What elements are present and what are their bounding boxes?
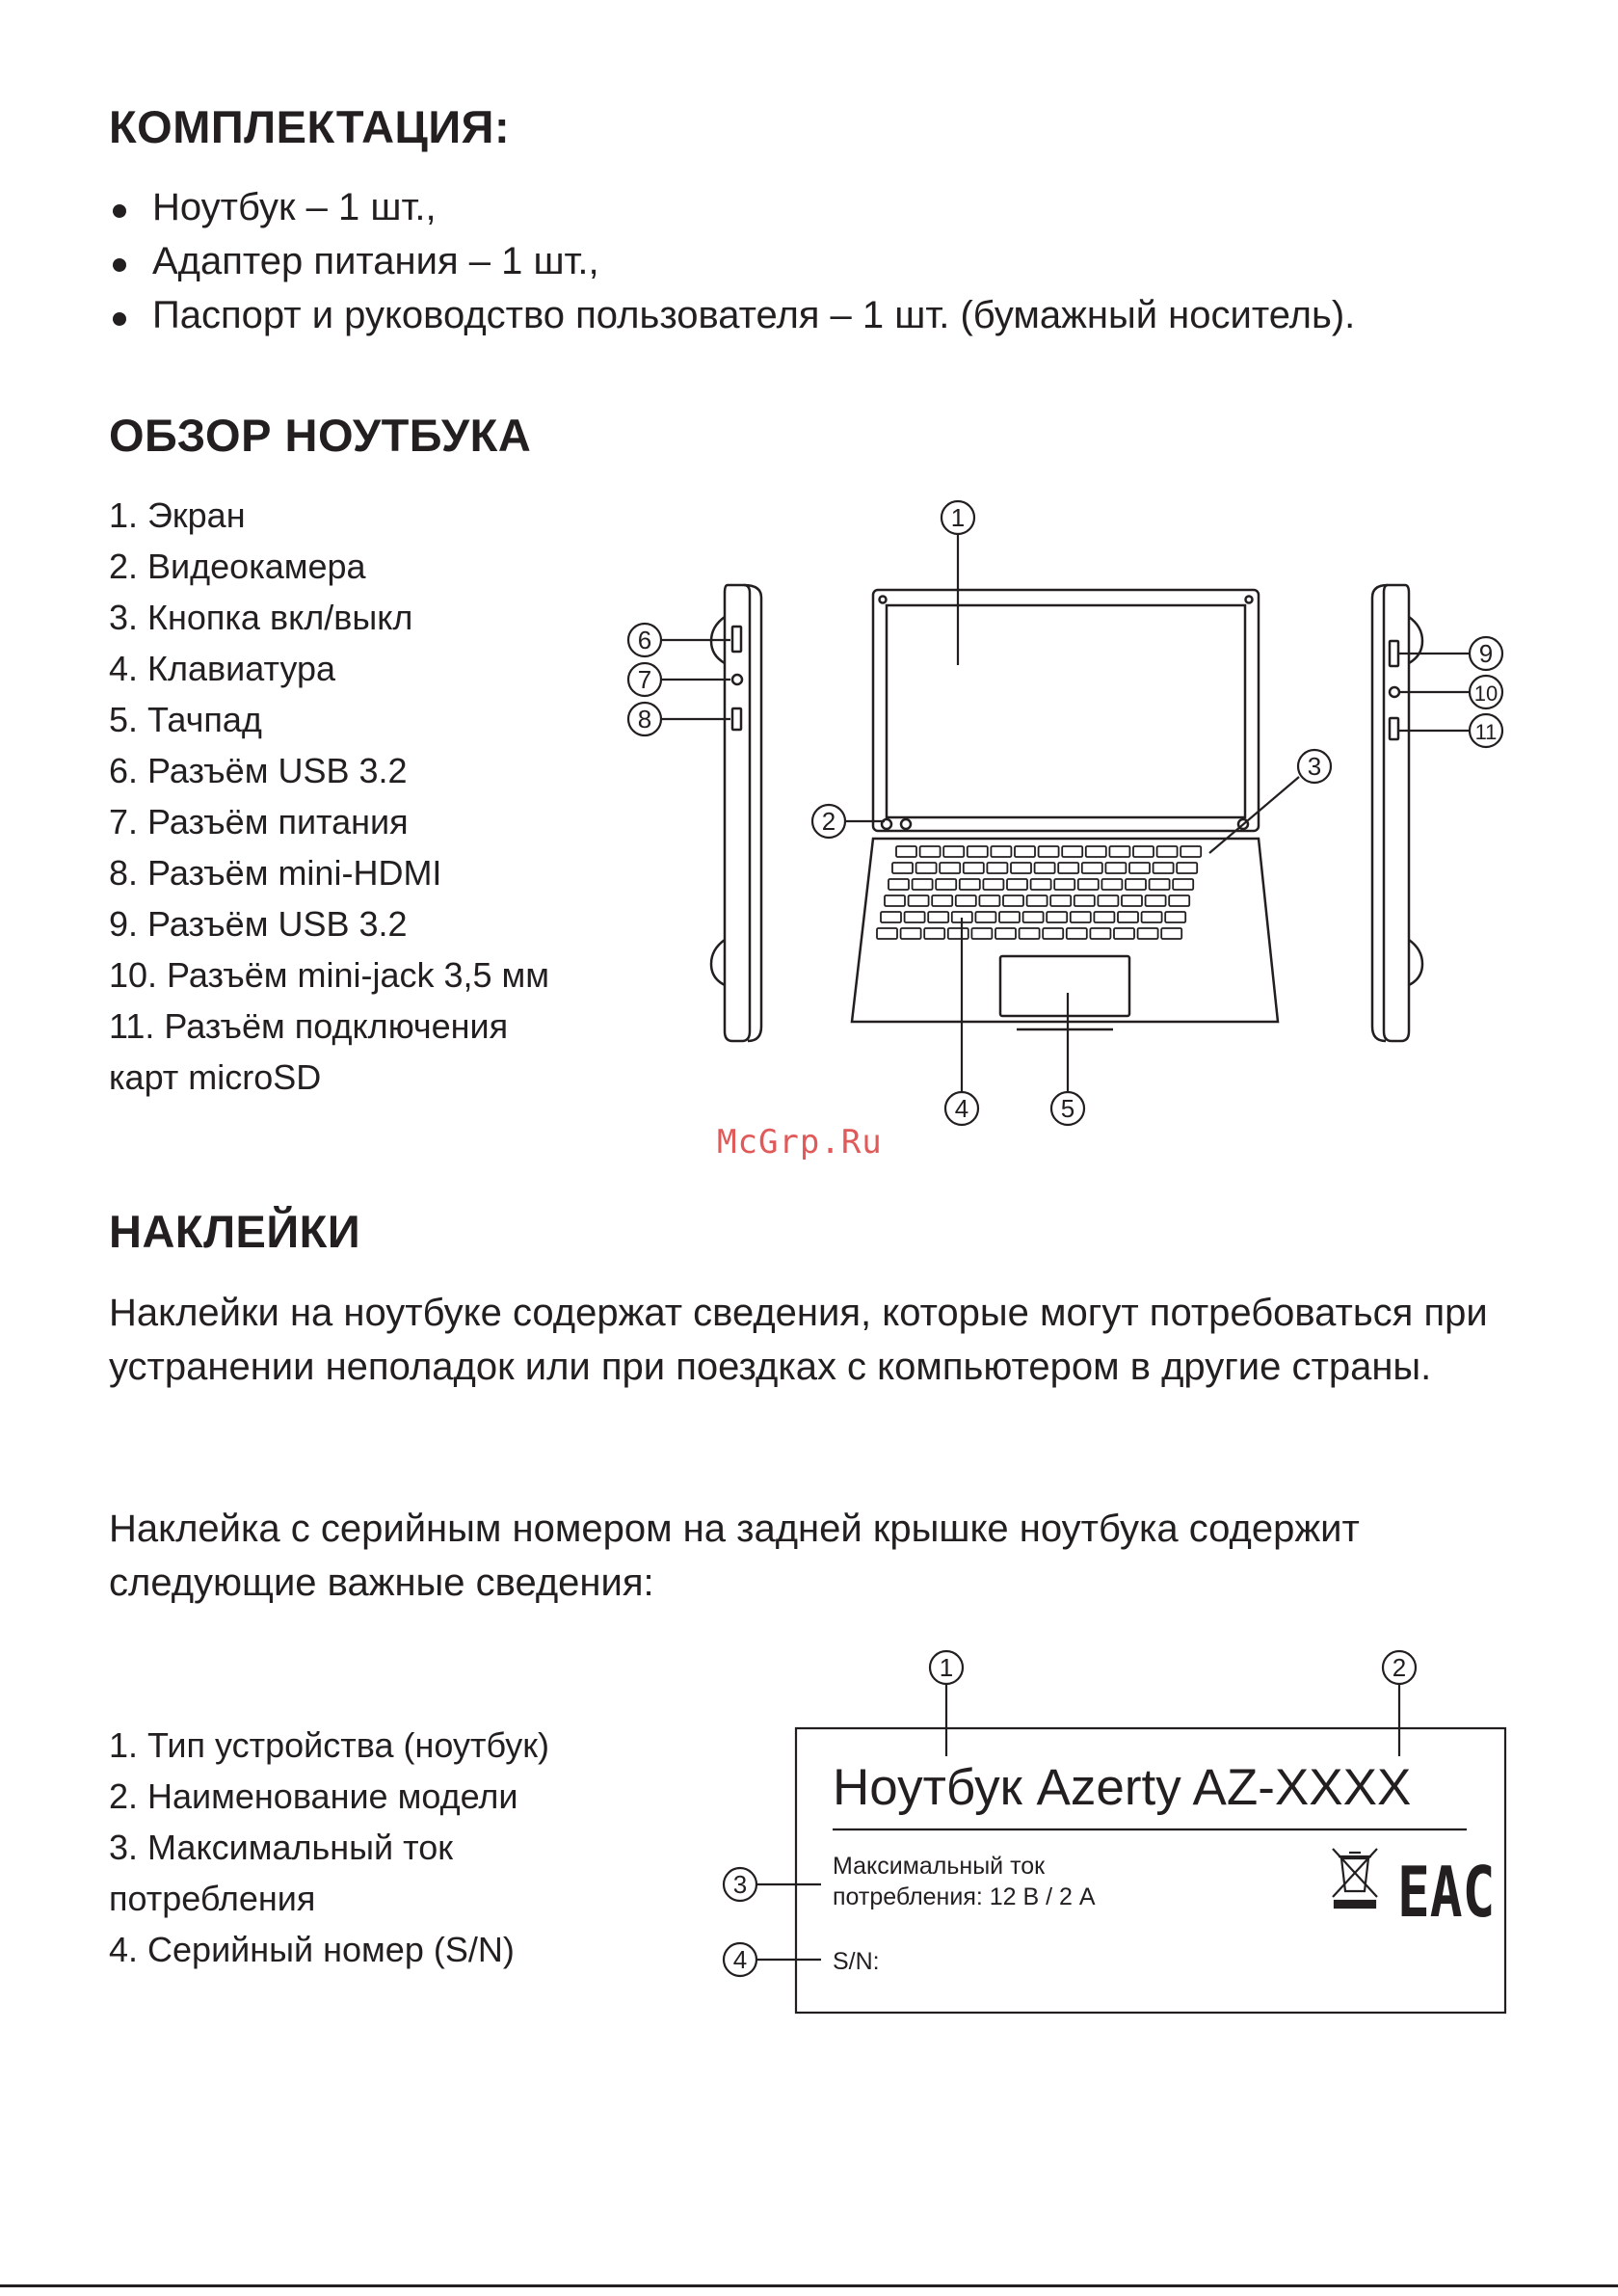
keyboard-key [971,928,992,939]
keyboard-key [1098,895,1118,906]
list-item: 8. Разъём mini-HDMI [109,853,442,893]
list-item: 11. Разъём подключения [109,1006,509,1046]
keyboard-key [1094,912,1114,922]
keyboard-key [916,863,937,873]
keyboard-key [1109,846,1129,857]
keyboard-key [1122,895,1142,906]
list-item: 3. Максимальный ток [109,1828,453,1867]
svg-text:8: 8 [637,705,652,734]
keyboard-key [1101,879,1122,890]
keyboard-key [1039,846,1059,857]
callout-1 [942,501,974,534]
list-item: 6. Разъём USB 3.2 [109,751,408,790]
svg-text:2: 2 [821,807,836,836]
keyboard-key [885,895,905,906]
callout-3 [1298,750,1331,783]
keyboard-key [1082,863,1102,873]
section-title-overview: ОБЗОР НОУТБУКА [109,410,532,461]
label-callout-2: 2 [1392,1653,1407,1682]
keyboard-key [995,928,1016,939]
keyboard-key [960,879,980,890]
keyboard-key [956,895,976,906]
keyboard-key [1154,863,1174,873]
keyboard-key [913,879,933,890]
keyboard-key [1003,895,1023,906]
keyboard-key [877,928,897,939]
callout-9 [1470,637,1502,670]
callout-5 [1051,1092,1084,1125]
svg-text:1: 1 [950,503,966,532]
list-item: 7. Разъём питания [109,802,409,841]
list-item: 1. Экран [109,495,246,535]
keyboard-key [1146,895,1166,906]
svg-text:6: 6 [637,626,652,654]
keyboard-key [999,912,1020,922]
keyboard-key [1062,846,1082,857]
keyboard-key [1118,912,1138,922]
keyboard-key [964,863,984,873]
keyboard-key [905,912,925,922]
keyboard-key [892,863,913,873]
stickers-paragraph-1: Наклейки на ноутбуке содержат сведения, которые могут потребоваться при устранении неполадок или при поездках с компьютером в другие страны. [109,1292,1488,1388]
keyboard-key [968,846,988,857]
list-item: карт microSD [109,1057,322,1097]
keyboard-key [979,895,999,906]
keyboard-key [1114,928,1134,939]
keyboard-key [1142,912,1162,922]
keyboard-key [896,846,916,857]
keyboard-key [1177,863,1197,873]
keyboard-key [1071,912,1091,922]
keyboard-key [920,846,941,857]
keyboard-key [1180,846,1201,857]
keyboard-key [881,912,901,922]
keyboard-key [1161,928,1181,939]
list-item: 3. Кнопка вкл/выкл [109,598,413,637]
svg-text:4: 4 [954,1094,969,1123]
list-item: 10. Разъём mini-jack 3,5 мм [109,955,550,995]
laptop-front-view [852,590,1278,1029]
page-bottom-rule [0,2284,1618,2287]
callout-8 [628,703,661,735]
callout-6 [628,624,661,656]
list-item: 9. Разъём USB 3.2 [109,904,408,944]
svg-text:7: 7 [637,665,652,694]
keyboard-key [928,912,948,922]
list-item: 1. Тип устройства (ноутбук) [109,1725,550,1765]
label-current-line1: Максимальный ток [833,1853,1046,1880]
sticker-label-frame [796,1728,1505,2013]
keyboard-key [1050,895,1071,906]
list-item: 2. Наименование модели [109,1776,518,1816]
keyboard-key [1043,928,1063,939]
keyboard-key [948,928,968,939]
label-model: Ноутбук Azerty AZ-XXXX [833,1759,1412,1816]
callout-7 [628,663,661,696]
list-item: Паспорт и руководство пользователя – 1 шт. (бумажный носитель). [109,288,1355,342]
callout-11 [1470,714,1502,747]
list-item: 2. Видеокамера [109,547,366,586]
keyboard-key [1173,879,1193,890]
keyboard-key [1090,928,1110,939]
callout-10 [1470,676,1502,708]
label-callout-4: 4 [732,1945,748,1974]
keyboard-key [1047,912,1067,922]
keyboard-key [1105,863,1126,873]
label-serial: S/N: [833,1948,880,1975]
keyboard-key [983,879,1003,890]
keyboard-key [1165,912,1185,922]
keyboard-key [889,879,909,890]
keyboard-key [924,928,944,939]
section-title-stickers: НАКЛЕЙКИ [109,1206,361,1257]
callout-4 [945,1092,978,1125]
svg-text:3: 3 [1307,752,1322,781]
keyboard-key [987,863,1007,873]
keyboard-key [975,912,995,922]
keyboard-key [1138,928,1158,939]
label-callout-1: 1 [939,1653,954,1682]
keyboard-key [1027,895,1048,906]
svg-text:9: 9 [1478,639,1494,668]
list-item: 5. Тачпад [109,700,262,739]
keyboard-key [932,895,952,906]
eac-mark-icon: EAC [1396,1853,1496,1934]
keyboard-key [1129,863,1150,873]
section-title-contents: КОМПЛЕКТАЦИЯ: [109,101,511,152]
keyboard-key [943,846,964,857]
list-item: Адаптер питания – 1 шт., [109,234,1355,288]
keyboard-key [940,863,960,873]
svg-text:11: 11 [1474,720,1498,744]
keyboard-key [1126,879,1146,890]
keyboard-key [1035,863,1055,873]
list-item: 4. Клавиатура [109,649,336,688]
keyboard-key [1150,879,1170,890]
keyboard-key [1023,912,1044,922]
keyboard-key [901,928,921,939]
keyboard-key [1054,879,1074,890]
stickers-list [109,1720,549,1975]
callout-2 [812,805,845,838]
keyboard-key [1015,846,1035,857]
list-item: Ноутбук – 1 шт., [109,180,1355,234]
keyboard-key [1067,928,1087,939]
leader-lines [661,534,1469,1092]
list-item: потребления [109,1879,316,1918]
keyboard-key [1020,928,1040,939]
keyboard-key [1078,879,1099,890]
svg-text:5: 5 [1060,1094,1075,1123]
keyboard-key [991,846,1011,857]
label-current-line2: потребления: 12 В / 2 А [833,1883,1096,1910]
stickers-paragraph-2: Наклейка с серийным номером на задней крышке ноутбука содержит следующие важные сведения: [109,1508,1360,1604]
keyboard-key [1169,895,1189,906]
keyboard-key [1058,863,1078,873]
laptop-left-side-view [711,585,761,1041]
keyboard-key [1157,846,1178,857]
svg-text:10: 10 [1473,681,1499,706]
keyboard-key [1074,895,1095,906]
keyboard-key [1031,879,1051,890]
label-callout-3: 3 [732,1870,748,1899]
keyboard-key [1007,879,1027,890]
watermark: McGrp.Ru [717,1123,883,1161]
keyboard-key [1133,846,1154,857]
keyboard-key [1011,863,1031,873]
keyboard-key [936,879,956,890]
keyboard-key [909,895,929,906]
list-item: 4. Серийный номер (S/N) [109,1930,515,1969]
weee-bin-icon [1333,1849,1377,1908]
keyboard-key [1086,846,1106,857]
